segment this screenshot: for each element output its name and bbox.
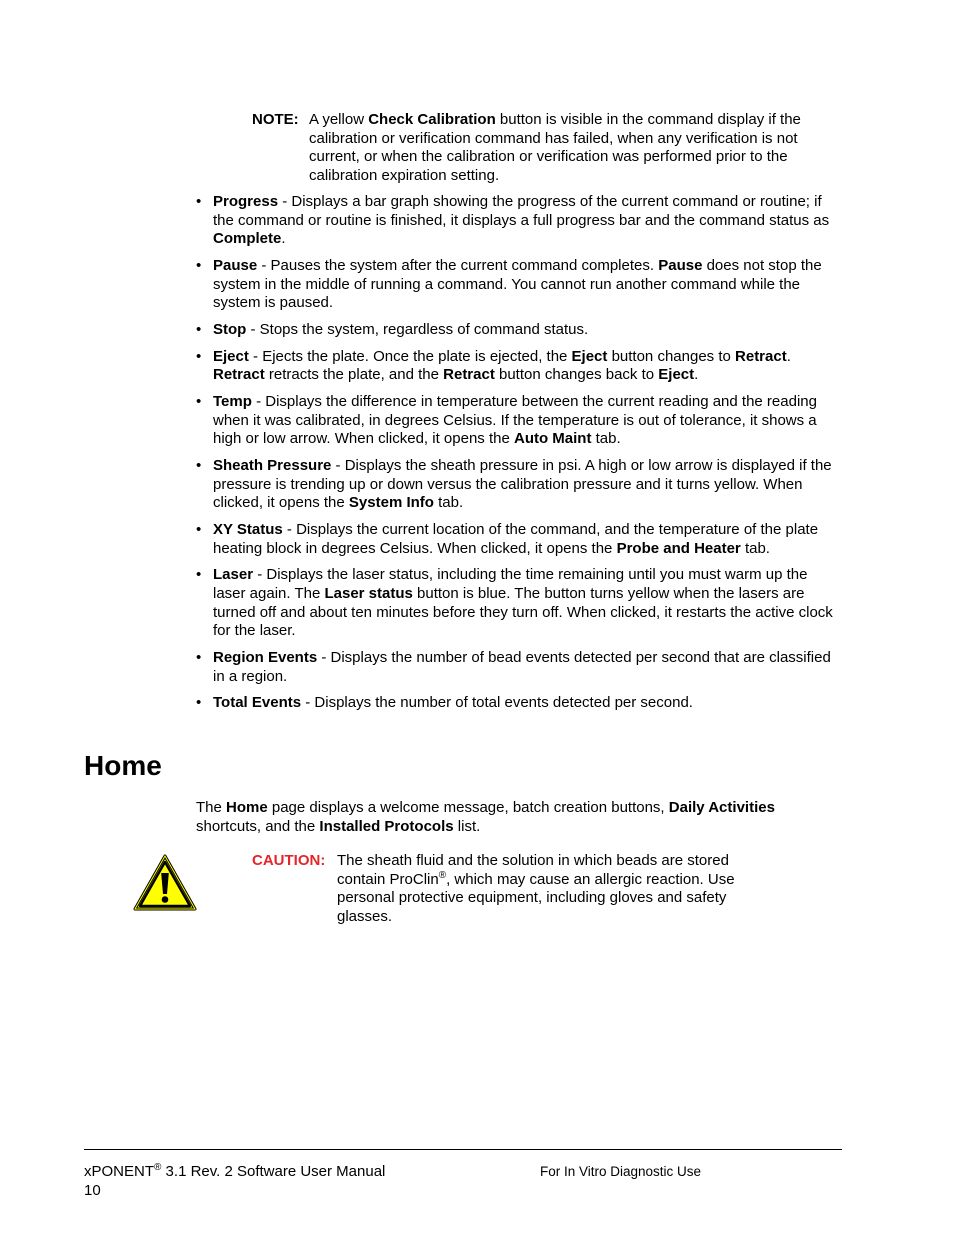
caution-text (337, 852, 772, 926)
bullet-progress (196, 193, 841, 249)
desc: . (281, 230, 286, 248)
term: Daily Activities (668, 799, 775, 816)
term: Laser (213, 566, 254, 584)
bullet-dot: • (196, 521, 202, 539)
bullet-dot: • (196, 256, 202, 274)
home-intro-paragraph (196, 799, 836, 836)
desc: - Displays the current location of the command, and the temperature of the plate heating block in degrees Celsius. When clicked, it opens the (213, 521, 819, 557)
term: System Info (348, 494, 434, 512)
desc: - Pauses the system after the current command completes. (257, 256, 659, 274)
term: Retract (213, 366, 265, 384)
term: Temp (213, 393, 252, 411)
term: Eject (213, 347, 249, 365)
command-bar-bullet-list (196, 193, 841, 721)
desc: - Ejects the plate. Once the plate is ejected, the (248, 347, 572, 365)
term: Total Events (213, 694, 302, 712)
desc: - Displays the sheath pressure in psi. A high or low arrow is displayed if the pressure is trending up or down versus the calibration pressure and it turns yellow. When clicked, it opens the (213, 457, 832, 512)
bullet-pause (196, 257, 841, 313)
note-text-part: button is visible in the command display if the calibration or verification command has failed, when any verification is not current, or when the calibration or verification was performed prior to the calibration expiration setting. (309, 111, 801, 184)
bullet-eject (196, 348, 841, 385)
bullet-dot: • (196, 566, 202, 584)
footer-divider (84, 1149, 842, 1150)
desc: button changes back to (494, 366, 659, 384)
term: Retract (735, 347, 787, 365)
desc: - Displays the laser status, including the time remaining until you must warm up the laser again. The (213, 566, 808, 602)
note-text-part: A yellow (309, 111, 369, 128)
term: Home (226, 799, 268, 816)
term: Region Events (213, 648, 318, 666)
intro-text: The (196, 799, 227, 816)
desc: tab. (433, 494, 464, 512)
bullet-sheath-pressure (196, 457, 841, 513)
term: Laser status (324, 585, 413, 602)
term: XY Status (213, 521, 283, 539)
bullet-stop (196, 321, 841, 340)
caution-text-part: The sheath fluid and the solution in which beads are stored contain ProClin (337, 852, 729, 888)
product-name: xPONENT (84, 1163, 155, 1180)
caution-block (252, 852, 772, 926)
caution-text-part: , which may cause an allergic reaction. Use personal protective equipment, including gloves and safety glasses. (337, 870, 735, 925)
desc: tab. (740, 539, 770, 557)
term: Probe and Heater (616, 539, 741, 557)
page-number: 10 (84, 1181, 101, 1199)
intro-text: page displays a welcome message, batch creation buttons, (267, 799, 669, 816)
bullet-dot: • (196, 320, 202, 338)
desc: . (694, 366, 699, 384)
term: Eject (571, 347, 608, 365)
desc: - Displays the number of total events detected per second. (301, 694, 693, 712)
desc: - Displays the difference in temperature between the current reading and the reading when it was calibrated, in degrees Celsius. If the temperature is out of tolerance, it shows a high or low arrow. When clicked, it opens the (213, 393, 817, 448)
term: Stop (213, 320, 247, 338)
warning-triangle-icon (132, 853, 198, 913)
bullet-laser (196, 566, 841, 640)
term: Sheath Pressure (213, 457, 332, 475)
desc: - Stops the system, regardless of command status. (246, 320, 589, 338)
bullet-region-events (196, 649, 841, 686)
intro-text: shortcuts, and the (196, 817, 320, 835)
desc: button changes to (607, 347, 736, 365)
footer-manual-title (84, 1163, 385, 1200)
caution-label: CAUTION: (252, 852, 326, 869)
term: Pause (658, 256, 703, 274)
bullet-dot: • (196, 393, 202, 411)
bullet-total-events (196, 694, 841, 713)
desc: button is blue. The button turns yellow when the lasers are turned off and about ten minutes before they turn off. When clicked, it restarts the active clock for the laser. (213, 585, 833, 640)
desc: - Displays the number of bead events detected per second that are classified in a region. (213, 648, 831, 685)
check-calibration-term: Check Calibration (368, 111, 496, 128)
bullet-dot: • (196, 193, 202, 210)
bullet-dot: • (196, 648, 202, 666)
bullet-dot: • (196, 694, 202, 712)
term: Eject (658, 366, 695, 384)
term: Auto Maint (513, 430, 592, 448)
desc: - Displays a bar graph showing the progress of the current command or routine; if the command or routine is finished, it displays a full progress bar and the command status as (213, 193, 830, 229)
term: Complete (213, 230, 282, 248)
desc: tab. (591, 430, 621, 448)
desc: . (786, 347, 791, 365)
term: Pause (213, 256, 258, 274)
desc: does not stop the system in the middle of running a command. You cannot run another command while the system is paused. (213, 256, 822, 312)
manual-title-rest: 3.1 Rev. 2 Software User Manual (161, 1163, 386, 1180)
footer-ivd-notice: For In Vitro Diagnostic Use (540, 1164, 702, 1179)
note-block (252, 111, 812, 185)
bullet-dot: • (196, 347, 202, 365)
note-text (309, 111, 812, 185)
term: Progress (213, 193, 279, 210)
term: Retract (443, 366, 495, 384)
registered-mark: ® (154, 1162, 162, 1173)
registered-mark: ® (438, 869, 447, 881)
intro-text: list. (453, 817, 481, 835)
desc: retracts the plate, and the (264, 366, 444, 384)
bullet-xy-status (196, 521, 841, 558)
note-label: NOTE: (252, 111, 299, 128)
section-heading-home: Home (84, 750, 162, 781)
bullet-dot: • (196, 457, 202, 475)
bullet-temp (196, 393, 841, 449)
term: Installed Protocols (319, 817, 454, 835)
